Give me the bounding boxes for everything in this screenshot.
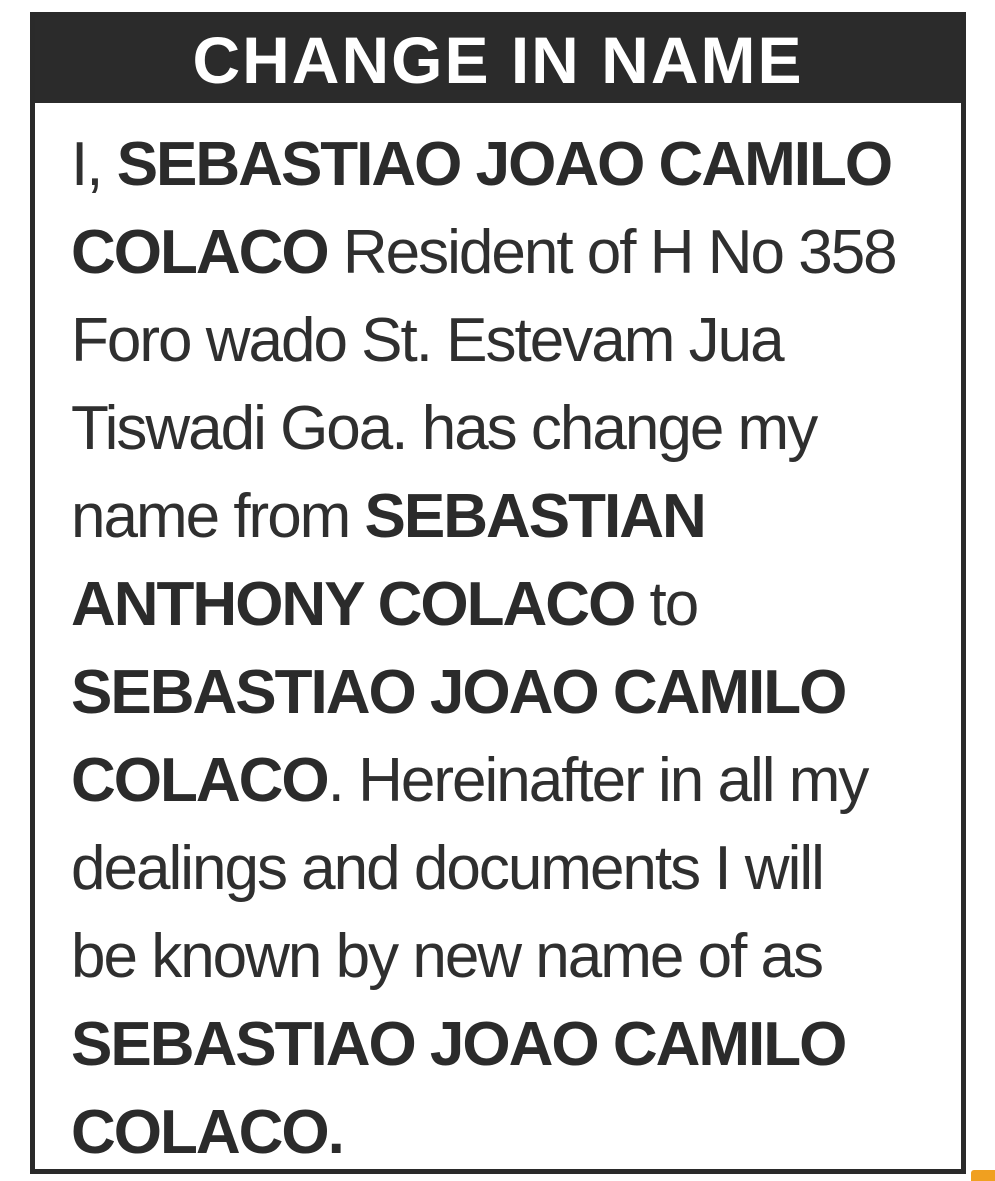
notice-line xyxy=(71,121,929,209)
notice-line xyxy=(71,737,929,825)
notice-text: Tiswadi Goa. has change my xyxy=(71,394,817,463)
notice-line xyxy=(71,649,929,737)
corner-mark xyxy=(971,1170,995,1181)
notice-name-text: ANTHONY COLACO xyxy=(71,570,635,639)
notice-title: CHANGE IN NAME xyxy=(192,23,804,97)
notice-text: . Hereinafter in all my xyxy=(327,746,868,815)
notice-line xyxy=(71,297,929,385)
notice-name-text: COLACO xyxy=(71,218,328,287)
notice-name-text: COLACO xyxy=(71,746,328,815)
notice-line xyxy=(71,913,929,1001)
notice-header xyxy=(35,17,961,103)
notice-name-text: SEBASTIAO JOAO CAMILO xyxy=(71,1010,846,1079)
notice-line xyxy=(71,1001,929,1089)
notice-text: Foro wado St. Estevam Jua xyxy=(71,306,783,375)
notice-text: to xyxy=(634,570,698,639)
notice-name-text: SEBASTIAN xyxy=(364,482,705,551)
notice-name-text: COLACO. xyxy=(71,1098,343,1167)
notice-line xyxy=(71,1089,929,1177)
notice-text: be known by new name of as xyxy=(71,922,823,991)
notice-text: Resident of H No 358 xyxy=(327,218,896,287)
notice-name-text: SEBASTIAO JOAO CAMILO xyxy=(71,658,846,727)
notice-line xyxy=(71,209,929,297)
notice-text: name from xyxy=(71,482,365,551)
notice-text: dealings and documents I will xyxy=(71,834,823,903)
notice-name-text: SEBASTIAO JOAO CAMILO xyxy=(116,130,892,199)
notice-line xyxy=(71,825,929,913)
notice-line xyxy=(71,473,929,561)
notice-line xyxy=(71,561,929,649)
notice-body xyxy=(71,121,929,1177)
notice-text: I, xyxy=(71,130,117,199)
notice-line xyxy=(71,385,929,473)
name-change-notice xyxy=(30,12,966,1174)
